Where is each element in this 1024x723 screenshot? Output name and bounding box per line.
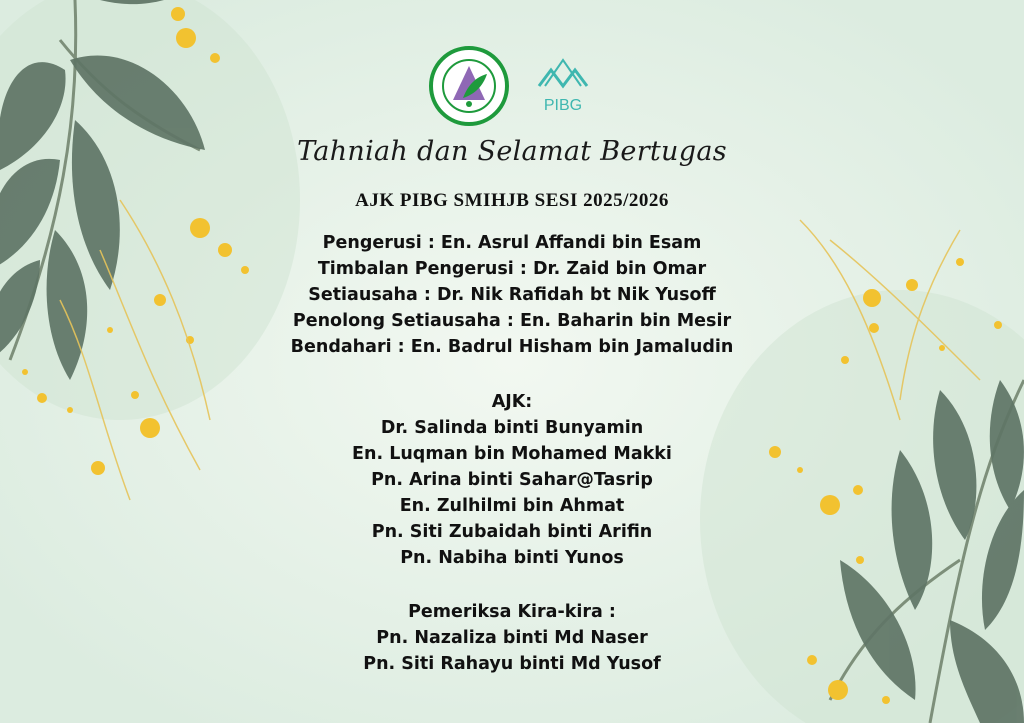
- officer-line: Pengerusi : En. Asrul Affandi bin Esam: [322, 233, 702, 253]
- ajk-member: Pn. Arina binti Sahar@Tasrip: [371, 470, 653, 490]
- officer-line: Setiausaha : Dr. Nik Rafidah bt Nik Yusoff: [308, 285, 716, 305]
- auditor-member: Pn. Siti Rahayu binti Md Yusof: [363, 654, 661, 674]
- officers-list: [0, 230, 1024, 360]
- ajk-member: Pn. Siti Zubaidah binti Arifin: [371, 522, 653, 542]
- auditors-list: [0, 599, 1024, 677]
- officer-line: Penolong Setiausaha : En. Baharin bin Mesir: [292, 311, 732, 331]
- ajk-list: [0, 389, 1024, 571]
- ajk-member: Pn. Nabiha binti Yunos: [400, 548, 624, 568]
- committee-subtitle: AJK PIBG SMIHJB SESI 2025/2026: [355, 190, 669, 211]
- logo-row: [0, 46, 1024, 126]
- ajk-member: En. Zulhilmi bin Ahmat: [399, 496, 625, 516]
- greeting-title: Tahniah dan Selamat Bertugas: [297, 136, 727, 167]
- officer-line: Bendahari : En. Badrul Hisham bin Jamaludin: [290, 337, 734, 357]
- ajk-member: En. Luqman bin Mohamed Makki: [352, 444, 672, 464]
- auditor-member: Pn. Nazaliza binti Md Naser: [376, 628, 648, 648]
- pibg-logo-text: PIBG: [543, 97, 583, 114]
- school-crest-logo: [429, 46, 509, 126]
- ajk-member: Dr. Salinda binti Bunyamin: [380, 418, 644, 438]
- pibg-logo: [531, 46, 595, 126]
- auditors-heading: Pemeriksa Kira-kira :: [408, 602, 616, 622]
- officer-line: Timbalan Pengerusi : Dr. Zaid bin Omar: [317, 259, 707, 279]
- ajk-heading: AJK:: [491, 392, 533, 412]
